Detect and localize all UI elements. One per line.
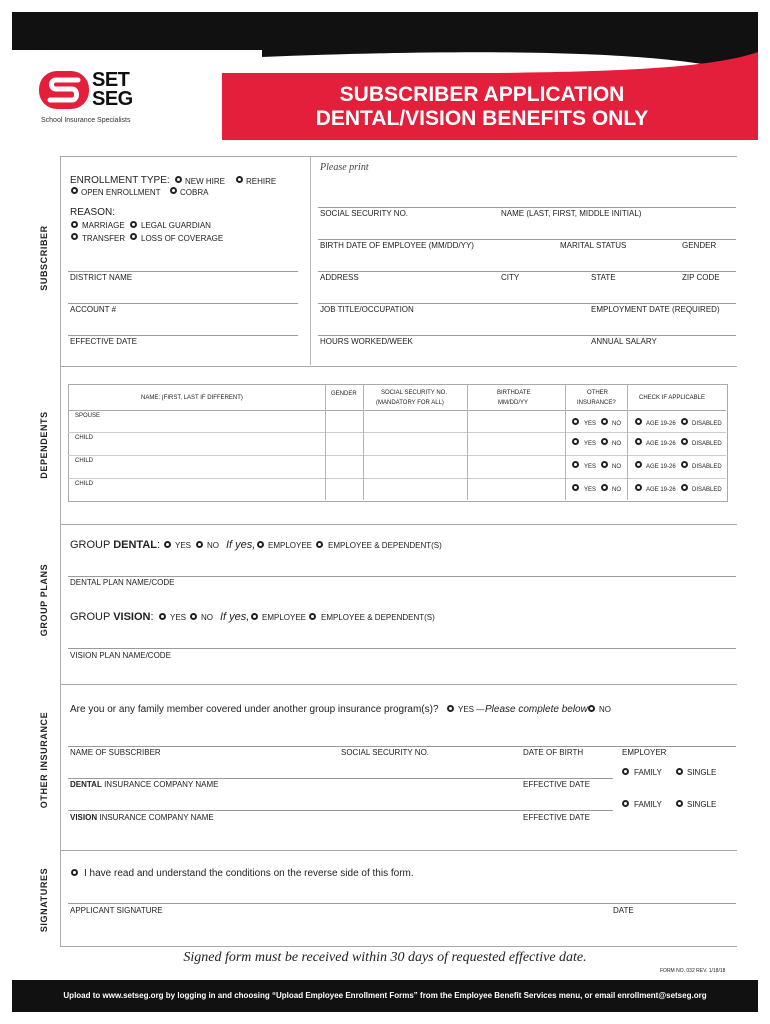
radio-vision-family[interactable] <box>622 800 629 807</box>
col-header-ssn: SOCIAL SECURITY NO. <box>381 390 448 396</box>
transfer-label: TRANSFER <box>82 234 126 243</box>
vision-no-label: NO <box>201 613 213 622</box>
section-divider <box>60 684 737 685</box>
address-line[interactable] <box>318 271 736 272</box>
subscriber-column-divider <box>310 157 311 365</box>
city-label: CITY <box>501 273 520 282</box>
side-label-subscriber: SUBSCRIBER <box>39 225 49 291</box>
dep-disabled-label: DISABLED <box>692 487 722 493</box>
please-complete-below: Please complete below <box>485 704 588 715</box>
effective-date-label: EFFECTIVE DATE <box>70 337 137 346</box>
radio-cobra[interactable] <box>170 187 177 194</box>
vision-company-bold: VISION <box>70 813 98 822</box>
vision-yes-label: YES <box>170 613 187 622</box>
district-name-line[interactable] <box>68 271 298 272</box>
col-header-birthdate: BIRTHDATE <box>497 390 531 396</box>
radio-dep-yes[interactable] <box>572 484 579 491</box>
dep-no-label: NO <box>612 487 621 493</box>
dep-no-label: NO <box>612 464 621 470</box>
job-title-line[interactable] <box>318 303 736 304</box>
radio-rehire[interactable] <box>236 176 243 183</box>
cobra-label: COBRA <box>180 188 209 197</box>
birth-date-label: BIRTH DATE OF EMPLOYEE (MM/DD/YY) <box>320 241 474 250</box>
group-dental-question <box>70 540 160 551</box>
group-dental-bold: DENTAL <box>113 539 157 551</box>
logo-set: SET <box>92 69 130 91</box>
vision-company-label <box>70 814 214 822</box>
radio-dep-disabled[interactable] <box>681 418 688 425</box>
radio-marriage[interactable] <box>71 221 78 228</box>
dep-disabled-label: DISABLED <box>692 441 722 447</box>
dep-no-label: NO <box>612 421 621 427</box>
table-col-divider <box>467 385 468 500</box>
birthdate-line[interactable] <box>318 239 736 240</box>
dental-effective-date-label: EFFECTIVE DATE <box>523 780 590 789</box>
radio-other-ins-no[interactable] <box>588 705 595 712</box>
dental-if-yes: If yes, <box>226 539 256 551</box>
dental-company-rest: INSURANCE COMPANY NAME <box>101 780 219 789</box>
group-vision-prefix: GROUP <box>70 611 114 623</box>
radio-dep-yes[interactable] <box>572 418 579 425</box>
employer-label: EMPLOYER <box>622 748 667 757</box>
vision-company-line[interactable] <box>68 810 613 811</box>
address-label: ADDRESS <box>320 273 359 282</box>
dob-label: DATE OF BIRTH <box>523 748 584 757</box>
group-vision-bold: VISION <box>113 611 151 623</box>
table-col-divider <box>363 385 364 500</box>
radio-dep-disabled[interactable] <box>681 461 688 468</box>
title-line-1: SUBSCRIBER APPLICATION <box>339 83 625 106</box>
logo-s-mark <box>38 70 90 110</box>
radio-dep-age[interactable] <box>635 461 642 468</box>
radio-dep-no[interactable] <box>601 418 608 425</box>
dep-age-label: AGE 19-26 <box>646 464 676 470</box>
radio-dep-yes[interactable] <box>572 461 579 468</box>
gender-label: GENDER <box>682 241 717 250</box>
dental-family-label: FAMILY <box>634 768 662 777</box>
radio-vision-employee-dependents[interactable] <box>309 613 316 620</box>
radio-dep-age[interactable] <box>635 438 642 445</box>
account-label: ACCOUNT # <box>70 305 117 314</box>
section-divider <box>60 366 737 367</box>
acknowledge-text: I have read and understand the conditions on the reverse side of this form. <box>84 868 414 879</box>
radio-dep-age[interactable] <box>635 484 642 491</box>
row-relation-child: CHILD <box>75 481 94 487</box>
state-label: STATE <box>591 273 616 282</box>
dental-plan-name-label: DENTAL PLAN NAME/CODE <box>70 578 175 587</box>
district-name-label: DISTRICT NAME <box>70 273 133 282</box>
col-header-other-insurance: OTHER <box>587 390 608 396</box>
dep-yes-label: YES <box>584 487 597 493</box>
vision-employee-dependents-label: EMPLOYEE & DEPENDENT(S) <box>321 613 435 622</box>
table-col-divider <box>325 385 326 500</box>
radio-dental-yes[interactable] <box>164 541 171 548</box>
radio-dep-disabled[interactable] <box>681 484 688 491</box>
dental-employee-dependents-label: EMPLOYEE & DEPENDENT(S) <box>328 541 442 550</box>
dental-company-label <box>70 781 218 789</box>
effective-date-line[interactable] <box>68 335 298 336</box>
radio-new-hire[interactable] <box>175 176 182 183</box>
name-of-subscriber-label: NAME OF SUBSCRIBER <box>70 748 161 757</box>
vision-employee-label: EMPLOYEE <box>262 613 307 622</box>
group-vision-question <box>70 612 154 623</box>
loss-of-coverage-label: LOSS OF COVERAGE <box>141 234 224 243</box>
vision-single-label: SINGLE <box>687 800 717 809</box>
signed-form-notice: Signed form must be received within 30 days of requested effective date. <box>183 950 587 965</box>
upload-instructions: Upload to www.setseg.org by logging in and choosing “Upload Employee Enrollment Forms” from the Employee Benefit Services menu, or email enrollment@setseg.org <box>63 991 707 1000</box>
radio-open-enrollment[interactable] <box>71 187 78 194</box>
title-line-2: DENTAL/VISION BENEFITS ONLY <box>315 107 649 130</box>
dep-age-label: AGE 19-26 <box>646 487 676 493</box>
col-header-name: NAME: (FIRST, LAST IF DIFFERENT) <box>141 395 243 401</box>
radio-other-ins-yes[interactable] <box>447 705 454 712</box>
marital-status-label: MARITAL STATUS <box>560 241 627 250</box>
logo-tagline: School Insurance Specialists <box>41 117 131 124</box>
job-title-label: JOB TITLE/OCCUPATION <box>320 305 414 314</box>
vision-family-label: FAMILY <box>634 800 662 809</box>
please-print: Please print <box>320 162 369 173</box>
radio-dep-no[interactable] <box>601 461 608 468</box>
dep-yes-label: YES <box>584 464 597 470</box>
logo-seg: SEG <box>92 88 133 110</box>
table-col-divider <box>565 385 566 500</box>
col-header-check-applicable: CHECK IF APPLICABLE <box>639 395 706 401</box>
section-divider <box>60 524 737 525</box>
radio-dental-employee[interactable] <box>257 541 264 548</box>
dental-company-bold: DENTAL <box>70 780 102 789</box>
row-relation-child: CHILD <box>75 458 94 464</box>
col-header-other-insurance-sub: INSURANCE? <box>577 400 616 406</box>
vision-effective-date-label: EFFECTIVE DATE <box>523 813 590 822</box>
open-enrollment-label: OPEN ENROLLMENT <box>81 188 161 197</box>
row-relation-child: CHILD <box>75 435 94 441</box>
marriage-label: MARRIAGE <box>82 221 125 230</box>
form-number: FORM NO. 032 REV. 1/18/18 <box>660 968 726 974</box>
dental-company-line[interactable] <box>68 778 613 779</box>
applicant-signature-label: APPLICANT SIGNATURE <box>70 906 163 915</box>
table-col-divider <box>627 385 628 500</box>
radio-dental-single[interactable] <box>676 768 683 775</box>
checkbox-acknowledge[interactable] <box>71 869 78 876</box>
dental-yes-label: YES <box>175 541 192 550</box>
radio-dental-employee-dependents[interactable] <box>316 541 323 548</box>
other-ins-yes-label: YES — <box>458 705 485 714</box>
section-divider <box>60 850 737 851</box>
dep-no-label: NO <box>612 441 621 447</box>
annual-salary-label: ANNUAL SALARY <box>591 337 657 346</box>
ssn-name-line[interactable] <box>318 207 736 208</box>
group-dental-prefix: GROUP <box>70 539 114 551</box>
section-divider <box>60 156 737 157</box>
section-divider <box>60 946 737 947</box>
ssn-label: SOCIAL SECURITY NO. <box>320 209 409 218</box>
dep-disabled-label: DISABLED <box>692 421 722 427</box>
name-label: NAME (LAST, FIRST, MIDDLE INITIAL) <box>501 209 642 218</box>
dep-age-label: AGE 19-26 <box>646 441 676 447</box>
vision-plan-name-label: VISION PLAN NAME/CODE <box>70 651 171 660</box>
dental-no-label: NO <box>207 541 219 550</box>
vision-if-yes: If yes, <box>220 611 250 623</box>
vision-company-rest: INSURANCE COMPANY NAME <box>97 813 214 822</box>
radio-dep-no[interactable] <box>601 438 608 445</box>
col-header-gender: GENDER <box>331 391 357 397</box>
subscriber-info-line[interactable] <box>68 746 736 747</box>
title-banner-right <box>740 60 758 140</box>
radio-vision-yes[interactable] <box>159 613 166 620</box>
radio-dep-no[interactable] <box>601 484 608 491</box>
dep-disabled-label: DISABLED <box>692 464 722 470</box>
other-ssn-label: SOCIAL SECURITY NO. <box>341 748 430 757</box>
legal-guardian-label: LEGAL GUARDIAN <box>141 221 211 230</box>
other-insurance-question: Are you or any family member covered under another group insurance program(s)? <box>70 704 439 715</box>
dental-plan-line[interactable] <box>68 576 736 577</box>
radio-dep-age[interactable] <box>635 418 642 425</box>
dep-age-label: AGE 19-26 <box>646 421 676 427</box>
radio-vision-no[interactable] <box>190 613 197 620</box>
row-relation-spouse: SPOUSE <box>75 413 101 419</box>
dep-yes-label: YES <box>584 441 597 447</box>
col-header-ssn-sub: (MANDATORY FOR ALL) <box>376 400 444 406</box>
vision-plan-line[interactable] <box>68 648 736 649</box>
radio-dep-disabled[interactable] <box>681 438 688 445</box>
radio-vision-single[interactable] <box>676 800 683 807</box>
group-dental-colon: : <box>157 539 161 551</box>
radio-loss-of-coverage[interactable] <box>130 233 137 240</box>
hours-worked-label: HOURS WORKED/WEEK <box>320 337 413 346</box>
reason-label: REASON: <box>70 207 116 218</box>
enrollment-type-label: ENROLLMENT TYPE: <box>70 175 170 186</box>
radio-dental-no[interactable] <box>196 541 203 548</box>
zip-label: ZIP CODE <box>682 273 720 282</box>
hours-line[interactable] <box>318 335 736 336</box>
radio-dep-yes[interactable] <box>572 438 579 445</box>
new-hire-label: NEW HIRE <box>185 177 225 186</box>
rehire-label: REHIRE <box>246 177 277 186</box>
dental-single-label: SINGLE <box>687 768 717 777</box>
dep-yes-label: YES <box>584 421 597 427</box>
signature-line[interactable] <box>68 903 736 904</box>
dental-employee-label: EMPLOYEE <box>268 541 313 550</box>
side-label-dependents: DEPENDENTS <box>39 411 49 479</box>
side-label-signatures: SIGNATURES <box>39 867 49 933</box>
group-vision-colon: : <box>150 611 154 623</box>
other-ins-no-label: NO <box>599 705 611 714</box>
radio-vision-employee[interactable] <box>251 613 258 620</box>
employment-date-label: EMPLOYMENT DATE (REQUIRED) <box>591 305 720 314</box>
signature-date-label: DATE <box>613 906 634 915</box>
radio-legal-guardian[interactable] <box>130 221 137 228</box>
side-label-group-plans: GROUP PLANS <box>39 563 49 637</box>
radio-dental-family[interactable] <box>622 768 629 775</box>
account-line[interactable] <box>68 303 298 304</box>
radio-transfer[interactable] <box>71 233 78 240</box>
col-header-birthdate-sub: MM/DD/YY <box>498 400 528 406</box>
side-label-other-insurance: OTHER INSURANCE <box>39 711 49 809</box>
